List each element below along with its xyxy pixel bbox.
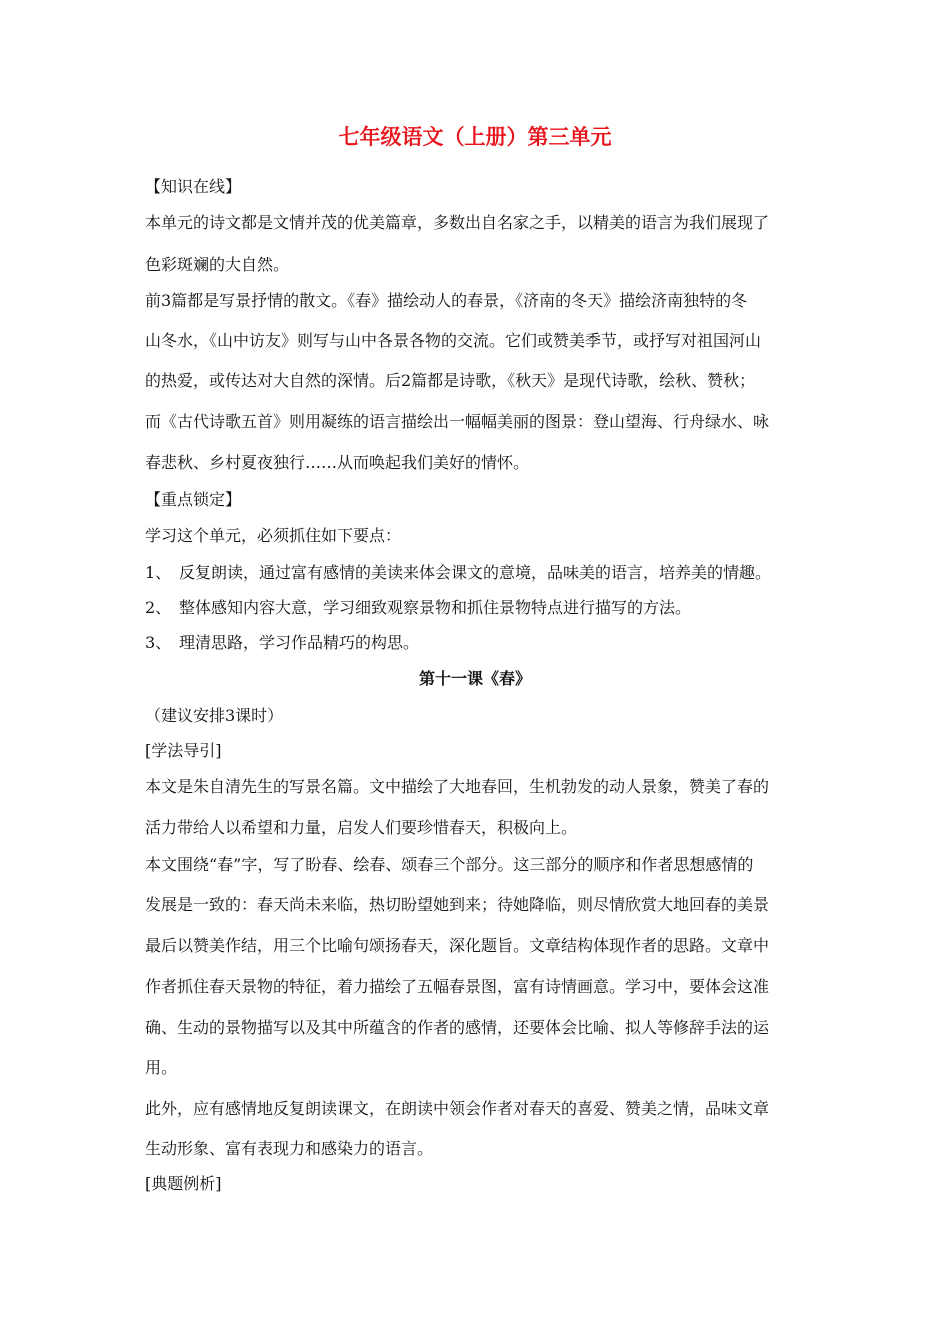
section-heading-guide: [学法导引]: [145, 741, 222, 760]
paragraph-line: 作者抓住春天景物的特征，着力描绘了五幅春景图，富有诗情画意。学习中，要体会这准: [145, 977, 770, 996]
lesson-schedule: （建议安排3课时）: [145, 706, 284, 725]
paragraph-line: 春悲秋、乡村夏夜独行……从而唤起我们美好的情怀。: [145, 453, 530, 472]
section-heading-knowledge: 【知识在线】: [145, 177, 242, 196]
focus-point-text: 理清思路，学习作品精巧的构思。: [179, 633, 420, 652]
paragraph-line: 前3篇都是写景抒情的散文。《春》描绘动人的春景，《济南的冬天》描绘济南独特的冬: [145, 291, 748, 310]
paragraph-line: 山冬水，《山中访友》则写与山中各景各物的交流。它们或赞美季节，或抒写对祖国河山: [145, 331, 762, 350]
paragraph-line: 本文是朱自清先生的写景名篇。文中描绘了大地春回，生机勃发的动人景象，赞美了春的: [145, 777, 770, 796]
section-heading-example: [典题例析]: [145, 1174, 222, 1193]
focus-point-text: 反复朗读，通过富有感情的美读来体会课文的意境，品味美的语言，培养美的情趣。: [179, 563, 772, 582]
lesson-title: 第十一课《春》: [418, 669, 531, 688]
paragraph-line: 的热爱，或传达对大自然的深情。后2篇都是诗歌，《秋天》是现代诗歌，绘秋、赞秋；: [145, 371, 756, 390]
focus-point: [145, 562, 771, 584]
focus-point-number: 1、: [145, 563, 172, 582]
focus-point-number: 3、: [145, 633, 172, 652]
section-heading-focus: 【重点锁定】: [145, 490, 242, 509]
paragraph-line: 活力带给人以希望和力量，启发人们要珍惜春天，积极向上。: [145, 818, 578, 837]
paragraph-line: 用。: [145, 1058, 178, 1077]
paragraph-line: 确、生动的景物描写以及其中所蕴含的作者的感情，还要体会比喻、拟人等修辞手法的运: [145, 1018, 770, 1037]
paragraph-line: 最后以赞美作结，用三个比喻句颂扬春天，深化题旨。文章结构体现作者的思路。文章中: [145, 936, 770, 955]
paragraph-line: 而《古代诗歌五首》则用凝练的语言描绘出一幅幅美丽的图景：登山望海、行舟绿水、咏: [145, 412, 770, 431]
focus-point: [145, 632, 419, 654]
focus-point: [145, 597, 691, 619]
focus-point-text: 整体感知内容大意，学习细致观察景物和抓住景物特点进行描写的方法。: [179, 598, 692, 617]
focus-intro: 学习这个单元，必须抓住如下要点：: [145, 526, 402, 545]
paragraph-line: 本文围绕“春”字，写了盼春、绘春、颂春三个部分。这三部分的顺序和作者思想感情的: [145, 855, 754, 874]
focus-point-number: 2、: [145, 598, 172, 617]
paragraph-line: 发展是一致的：春天尚未来临，热切盼望她到来；待她降临，则尽情欣赏大地回春的美景: [145, 895, 770, 914]
paragraph-line: 生动形象、富有表现力和感染力的语言。: [145, 1139, 434, 1158]
page-title: 七年级语文（上册）第三单元: [338, 124, 612, 149]
paragraph-line: 此外，应有感情地反复朗读课文，在朗读中领会作者对春天的喜爱、赞美之情，品味文章: [145, 1099, 770, 1118]
paragraph-line: 本单元的诗文都是文情并茂的优美篇章，多数出自名家之手，以精美的语言为我们展现了: [145, 213, 770, 232]
paragraph-line: 色彩斑斓的大自然。: [145, 255, 290, 274]
